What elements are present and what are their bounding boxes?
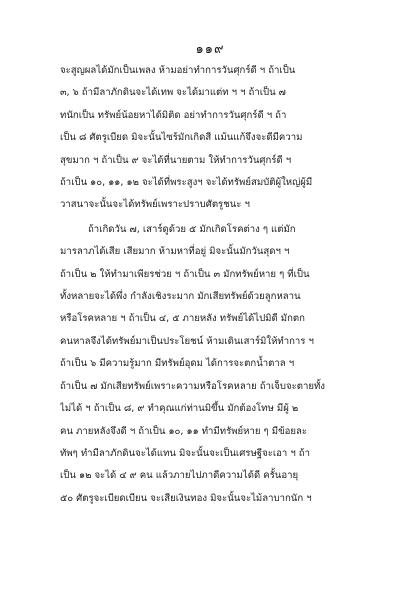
text-line: เป็น ๑๒ จะได้ ๔ ๙ คน แล้วภายไปภาดีความได้ดี ครั้นอายุ	[60, 470, 299, 482]
text-line: ถ้าเป็น ๗ มักเสียทรัพย์เพราะความหรือโรคหลาย ถ้าเจ็บจะตายทั้ง	[60, 380, 325, 392]
text-line: หรือโรคหลาย ฯ ถ้าเป็น ๔, ๕ ภายหลัง ทรัพย์ได้ไปมิดี มักตก	[60, 313, 305, 325]
text-line: ทั้งหลายจะได้พึ่ง กำลังเชิงระมาก มักเสียทรัพย์ด้วยลูกหลาน	[60, 291, 301, 303]
text-line: มารลาภได้เสีย เสียมาก ห้ามหาที่อยู่ มิจะนั้นมักวันสุดฯ ฯ	[60, 246, 290, 258]
text-line: คนหาลจึงได้ทรัพย์มาเป็นประโยชน์ ห้ามเดินเสาร์มิให้ทำการ ฯ	[60, 335, 314, 347]
text-line: ถ้าเป็น ๑๐, ๑๑, ๑๒ จะได้ที่พระสูงฯ จะได้ทรัพย์สมบัติผู้ใหญ่ผู้มี	[60, 177, 313, 189]
page-number: ๑๑๙	[195, 42, 225, 57]
text-line: จะสูญผลได้มักเป็นเพลง ห้ามอย่าทำการวันศุกร์ดี ฯ ถ้าเป็น	[60, 65, 296, 76]
paragraph-2	[60, 219, 365, 510]
text-line: ทนักเป็น ทรัพย์น้อยหาได้มิติด อย่าทำการวันศุกร์ดี ฯ ถ้า	[60, 109, 287, 121]
text-line: ถ้าเป็น ๖ มีความรู้มาก มีทรัพย์อุดม ได้การจะตกน้ำตาล ฯ	[60, 358, 295, 370]
text-line: ไม่ได้ ฯ ถ้าเป็น ๘, ๙ ทำคุณแก่ท่านมิขึ้น มักต้องโทษ มีผู้ ๒	[60, 403, 299, 415]
text-line: คน ภายหลังจึงดี ฯ ถ้าเป็น ๑๐, ๑๑ ทำมีทรัพย์หาย ๆ มีข้อยละ	[60, 425, 308, 437]
text-line: ๕๐ ศัตรูจะเบียดเบียน จะเสียเงินทอง มิจะนั้นจะไม้ลาบากนัก ฯ	[60, 492, 312, 504]
text-line: ทัพๆ ทำมีลาภักดินจะได้แทน มิจะนั้นจะเป็นเศรษฐีจะเอา ฯ ถ้า	[60, 447, 310, 459]
text-line: วาสนาจะนั้นจะได้ทรัพย์เพราะปราบศัตรูชนะ ฯ	[60, 199, 250, 211]
text-line: ถ้าเกิดวัน ๗, เสาร์ดูด้วย ๕ มักเกิดโรคต่าง ๆ แต่มัก	[88, 223, 296, 235]
paragraph-1	[60, 60, 365, 217]
body-text	[60, 60, 365, 512]
text-line: ๓, ๖ ถ้ามีลาภักดินจะได้เทพ จะได้มาแต่ท ฯ ฯ ถ้าเป็น ๗	[60, 87, 286, 99]
text-line: เป็น ๘ ศัตรูเบียด มิจะนั้นไซร้มักเกิดสี แม้นแก้จึงจะดีมีความ	[60, 132, 303, 144]
text-line: สุขมาก ฯ ถ้าเป็น ๙ จะได้ที่นายตาม ให้ทำการวันศุกร์ดี ฯ	[60, 154, 292, 166]
text-line: ถ้าเป็น ๒ ให้ทำมาเพียรช่วย ฯ ถ้าเป็น ๓ มักทรัพย์หาย ๆ ที่เป็น	[60, 268, 310, 280]
